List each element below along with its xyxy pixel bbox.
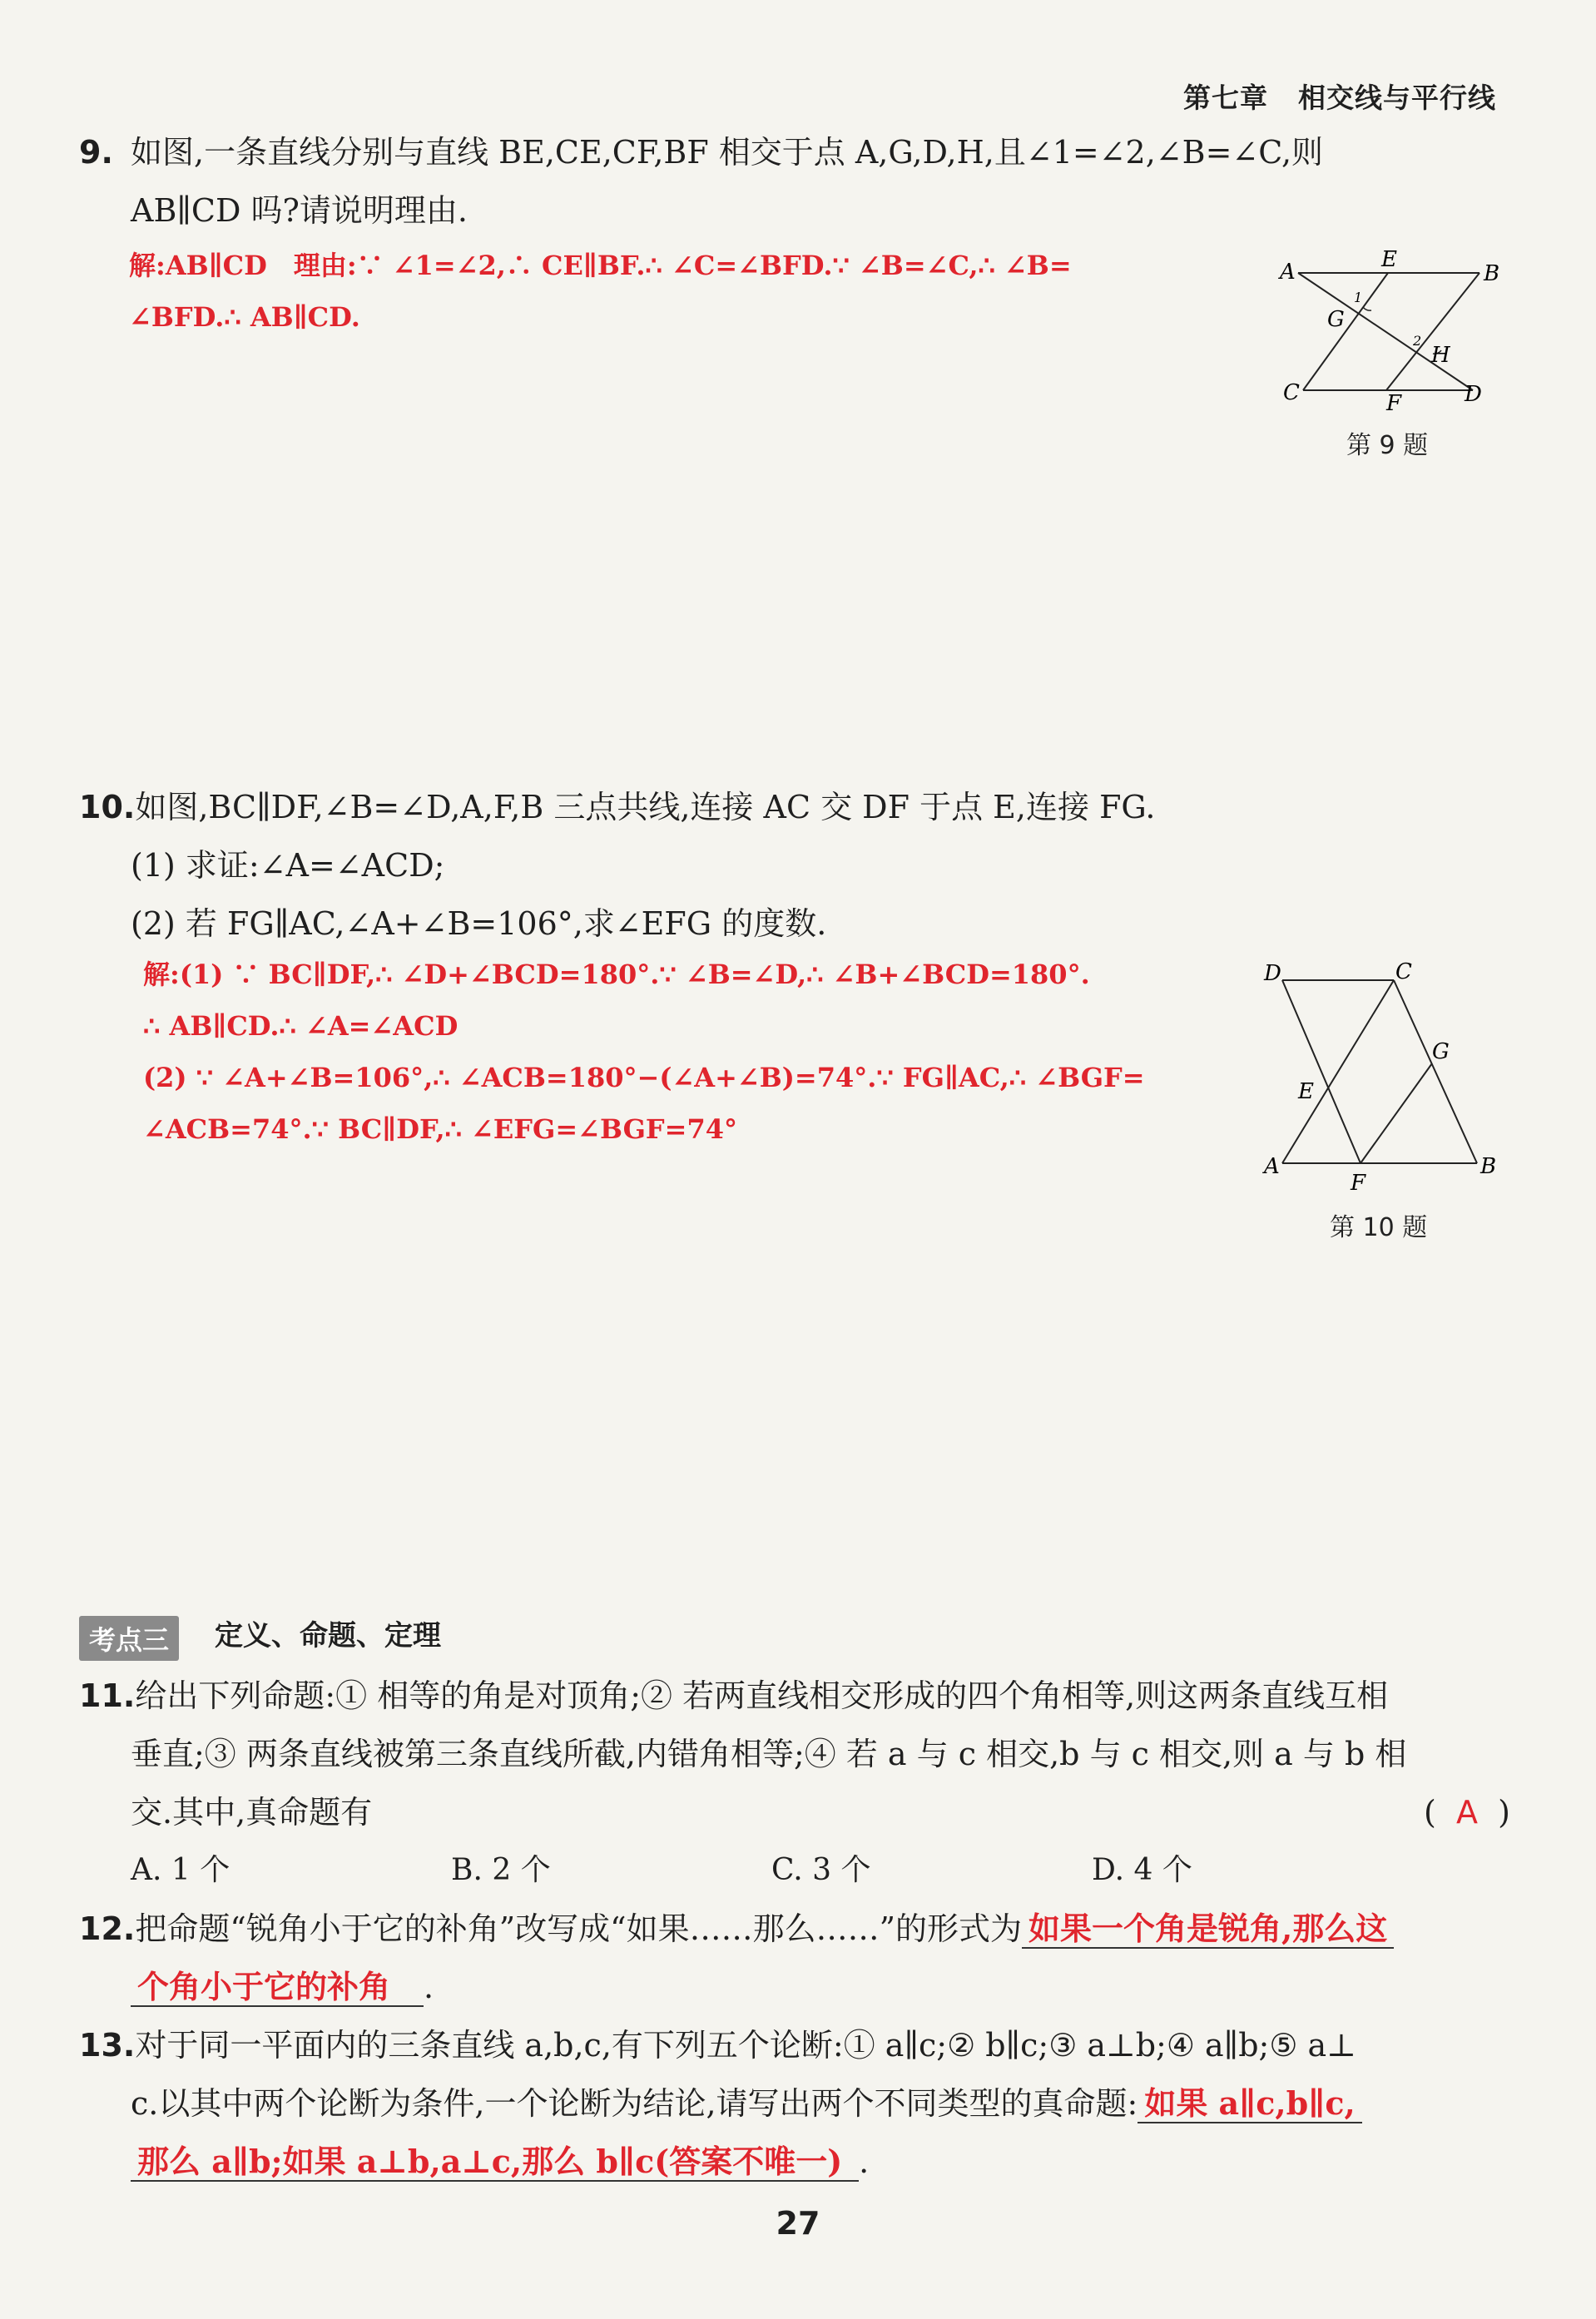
choice-d: D. 4 个 <box>1092 1853 1192 1887</box>
question-text: 如图,一条直线分别与直线 BE,CE,CF,BF 相交于点 A,G,D,H,且∠1=∠2,∠B=∠C,则 <box>131 134 1324 171</box>
question-number: 13. <box>79 2027 136 2064</box>
label-a: A <box>1264 1154 1280 1179</box>
line-ad <box>1298 273 1473 390</box>
label-d: D <box>1465 382 1482 407</box>
question-11 <box>79 1667 1510 1900</box>
label-c: C <box>1283 380 1300 405</box>
label-b: B <box>1480 1154 1497 1179</box>
label-b: B <box>1484 261 1500 286</box>
question-text: 如图,BC∥DF,∠B=∠D,A,F,B 三点共线,连接 AC 交 DF 于点 E,连接 FG. <box>135 789 1156 825</box>
label-f: F <box>1386 391 1402 416</box>
line-ac <box>1282 980 1394 1163</box>
answer-line: (2) ∵ ∠A+∠B=106°,∴ ∠ACB=180°−(∠A+∠B)=74°.∵ FG∥AC,∴ ∠BGF= <box>143 1062 1145 1093</box>
figure-10-caption: 第 10 题 <box>1330 1213 1428 1242</box>
answer-line: ∠BFD.∴ AB∥CD. <box>129 301 360 333</box>
line-ec <box>1303 273 1388 390</box>
fill-blank: 如果一个角是锐角,那么这 <box>1022 1910 1394 1949</box>
line-df <box>1282 980 1361 1163</box>
chapter-header <box>1183 77 1496 116</box>
label-a: A <box>1280 260 1296 285</box>
line-cb <box>1394 980 1477 1163</box>
answer-10 <box>143 949 1258 1155</box>
answer-bracket <box>1424 1783 1510 1841</box>
question-text: 交.其中,真命题有 <box>131 1794 373 1831</box>
line-fg <box>1361 1063 1432 1163</box>
figure-9-caption: 第 9 题 <box>1346 431 1429 460</box>
answer-choice: A <box>1456 1794 1478 1831</box>
label-e: E <box>1381 247 1397 272</box>
question-text: 垂直;③ 两条直线被第三条直线所截,内错角相等;④ 若 a 与 c 相交,b 与 c 相交,则 a 与 b 相 <box>131 1736 1407 1772</box>
figure-9 <box>1273 245 1514 429</box>
question-number: 9. <box>79 134 113 171</box>
answer-line: ∴ AB∥CD.∴ ∠A=∠ACD <box>143 1010 458 1042</box>
question-text: (1) 求证:∠A=∠ACD; <box>131 847 445 884</box>
label-g: G <box>1327 307 1345 332</box>
question-12 <box>79 1900 1519 2016</box>
section-title: 定义、命题、定理 <box>215 1619 441 1653</box>
label-c: C <box>1395 959 1412 984</box>
question-10 <box>79 778 1510 953</box>
label-d: D <box>1264 961 1281 986</box>
question-text: 把命题“锐角小于它的补角”改写成“如果……那么……”的形式为 <box>135 1910 1023 1947</box>
question-text: c.以其中两个论断为条件,一个论断为结论,请写出两个不同类型的真命题: <box>131 2085 1138 2122</box>
choice-a: A. 1 个 <box>131 1853 230 1887</box>
chapter-title: 相交线与平行线 <box>1298 82 1496 114</box>
choice-b: B. 2 个 <box>451 1853 551 1887</box>
angle-1-mark <box>1363 307 1371 310</box>
question-text: 给出下列命题:① 相等的角是对顶角;② 若两直线相交形成的四个角相等,则这两条直线互相 <box>135 1677 1389 1714</box>
question-number: 10. <box>79 789 136 825</box>
question-9 <box>79 123 1510 240</box>
fill-blank: 个角小于它的补角 <box>131 1968 424 2007</box>
question-13 <box>79 2016 1519 2191</box>
label-f: F <box>1351 1171 1366 1196</box>
answer-line: 解:AB∥CD 理由:∵ ∠1=∠2,∴ CE∥BF.∴ ∠C=∠BFD.∵ ∠B=∠C,∴ ∠B= <box>129 250 1072 281</box>
figure-10 <box>1252 955 1502 1205</box>
answer-line: ∠ACB=74°.∵ BC∥DF,∴ ∠EFG=∠BGF=74° <box>143 1113 737 1145</box>
question-number: 11. <box>79 1677 136 1714</box>
label-angle-2: 2 <box>1413 333 1422 349</box>
period: . <box>859 2143 870 2180</box>
answer-9 <box>129 240 1277 343</box>
question-text: AB∥CD 吗?请说明理由. <box>131 192 468 229</box>
chapter-label: 第七章 <box>1183 82 1268 114</box>
question-number: 12. <box>79 1910 136 1947</box>
period: . <box>424 1969 434 2005</box>
answer-line: 解:(1) ∵ BC∥DF,∴ ∠D+∠BCD=180°.∵ ∠B=∠D,∴ ∠B+∠BCD=180°. <box>143 959 1090 990</box>
question-text: (2) 若 FG∥AC,∠A+∠B=106°,求∠EFG 的度数. <box>131 905 827 942</box>
question-text: 对于同一平面内的三条直线 a,b,c,有下列五个论断:① a∥c;② b∥c;③ a⊥b;④ a∥b;⑤ a⊥ <box>135 2027 1356 2064</box>
fill-blank: 那么 a∥b;如果 a⊥b,a⊥c,那么 b∥c(答案不唯一) <box>131 2143 859 2182</box>
fill-blank: 如果 a∥c,b∥c, <box>1138 2084 1361 2123</box>
label-g: G <box>1432 1039 1450 1064</box>
line-bf <box>1386 273 1480 390</box>
section-tag: 考点三 <box>79 1616 179 1661</box>
paren-close: ) <box>1498 1794 1510 1831</box>
label-e: E <box>1298 1079 1314 1104</box>
label-h: H <box>1431 343 1450 368</box>
paren-open: ( <box>1424 1794 1436 1831</box>
choice-c: C. 3 个 <box>771 1853 871 1887</box>
page-number: 27 <box>776 2205 820 2242</box>
label-angle-1: 1 <box>1354 290 1363 305</box>
